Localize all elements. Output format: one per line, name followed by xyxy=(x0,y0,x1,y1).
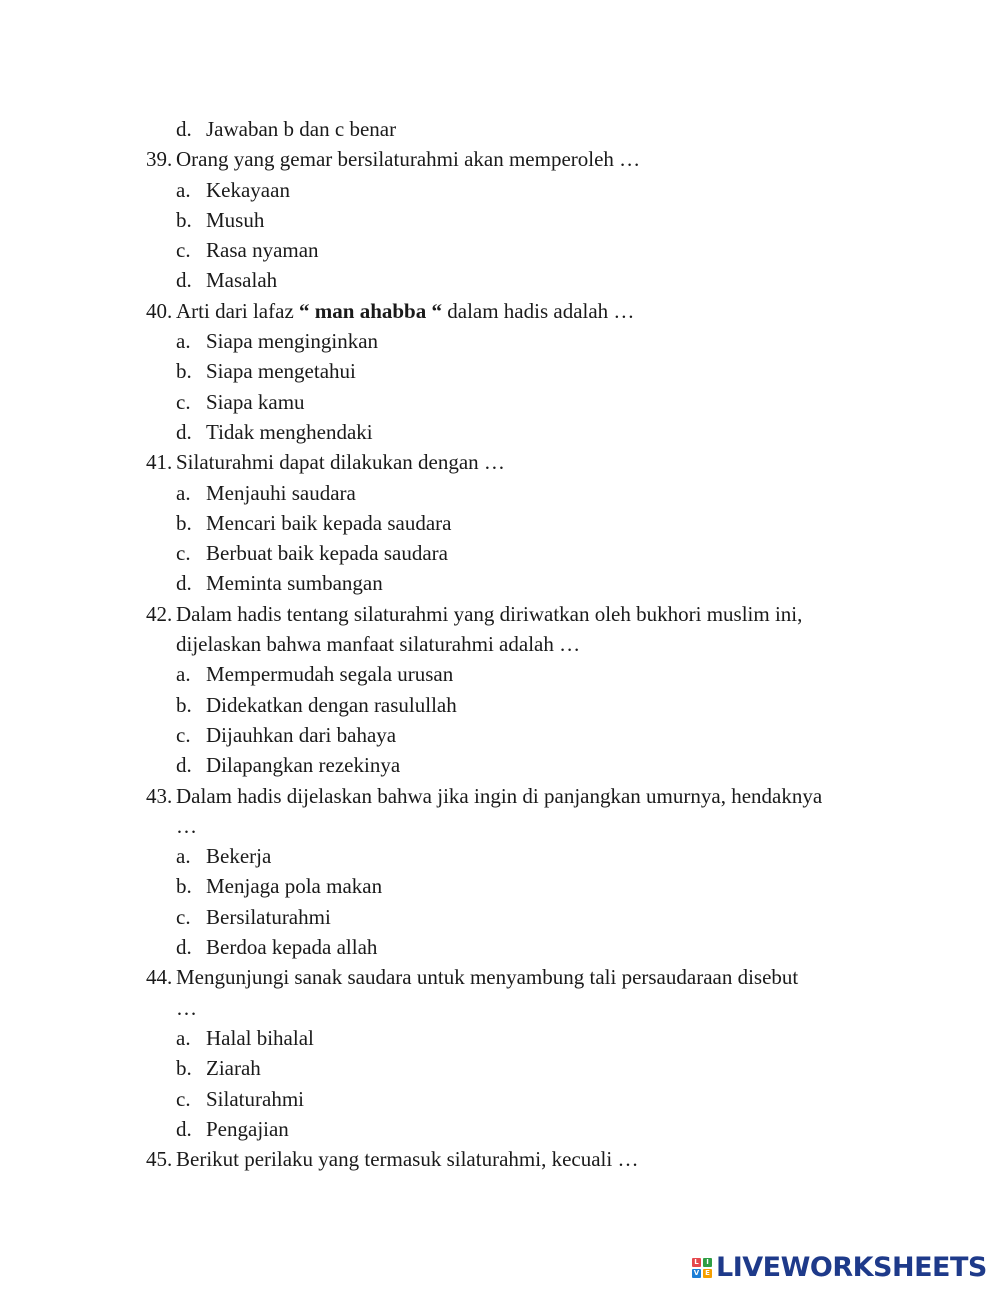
option-text: Musuh xyxy=(206,207,265,232)
question-continuation xyxy=(0,629,1000,659)
watermark-text: LIVEWORKSHEETS xyxy=(716,1252,987,1283)
option-text: Dijauhkan dari bahaya xyxy=(206,722,397,747)
option-row xyxy=(0,538,1000,568)
option-row xyxy=(0,265,1000,295)
question-number: 43. xyxy=(146,783,173,808)
option-row xyxy=(0,508,1000,538)
question-text-before: Arti dari lafaz xyxy=(176,298,300,323)
question-text: Mengunjungi sanak saudara untuk menyambung tali persaudaraan disebut xyxy=(176,965,799,990)
question-number: 39. xyxy=(146,147,173,172)
question-text: Orang yang gemar bersilaturahmi akan memperoleh … xyxy=(176,147,641,172)
logo-square-icon: L xyxy=(692,1258,701,1267)
option-row xyxy=(0,478,1000,508)
option-text: Siapa kamu xyxy=(206,389,305,414)
option-letter: d. xyxy=(176,117,192,141)
option-text: Berbuat baik kepada saudara xyxy=(206,541,448,566)
option-text: Mempermudah segala urusan xyxy=(206,662,454,687)
option-letter: d. xyxy=(176,268,192,293)
option-row xyxy=(0,871,1000,901)
option-text: Didekatkan dengan rasulullah xyxy=(206,692,457,717)
option-row xyxy=(0,1053,1000,1083)
question-43 xyxy=(0,781,1000,811)
option-letter: a. xyxy=(176,177,191,202)
question-text xyxy=(176,296,634,326)
option-letter: d. xyxy=(176,753,192,778)
option-row xyxy=(0,1023,1000,1053)
option-letter: b. xyxy=(176,359,192,384)
question-text-after: dalam hadis adalah … xyxy=(442,298,635,323)
option-letter: c. xyxy=(176,904,191,929)
question-number: 42. xyxy=(146,601,173,626)
question-45 xyxy=(0,1144,1000,1174)
option-text: Masalah xyxy=(206,268,278,293)
option-letter: b. xyxy=(176,874,192,899)
option-row xyxy=(0,1084,1000,1114)
option-row xyxy=(0,568,1000,598)
option-text: Menjauhi saudara xyxy=(206,480,356,505)
option-letter: d. xyxy=(176,571,192,596)
question-text: Dalam hadis dijelaskan bahwa jika ingin di panjangkan umurnya, hendaknya xyxy=(176,783,823,808)
option-row xyxy=(0,659,1000,689)
question-39 xyxy=(0,144,1000,174)
option-letter: b. xyxy=(176,692,192,717)
option-row xyxy=(0,750,1000,780)
option-row xyxy=(0,720,1000,750)
option-text: Pengajian xyxy=(206,1116,289,1141)
option-text: Tidak menghendaki xyxy=(206,419,373,444)
option-text: Jawaban b dan c benar xyxy=(206,117,397,141)
option-text: Mencari baik kepada saudara xyxy=(206,510,452,535)
question-text: Dalam hadis tentang silaturahmi yang diriwatkan oleh bukhori muslim ini, xyxy=(176,601,803,626)
option-letter: c. xyxy=(176,541,191,566)
question-text-continuation: … xyxy=(176,995,197,1020)
option-letter: b. xyxy=(176,510,192,535)
option-text: Halal bihalal xyxy=(206,1025,314,1050)
question-text-continuation: … xyxy=(176,813,197,838)
option-letter: a. xyxy=(176,844,191,869)
option-letter: d. xyxy=(176,935,192,960)
liveworksheets-icon xyxy=(692,1258,712,1278)
option-letter: d. xyxy=(176,419,192,444)
logo-square-icon: E xyxy=(703,1269,712,1278)
option-row xyxy=(0,902,1000,932)
option-row xyxy=(0,356,1000,386)
option-letter: a. xyxy=(176,1025,191,1050)
question-number: 41. xyxy=(146,450,173,475)
option-text: Meminta sumbangan xyxy=(206,571,383,596)
option-row xyxy=(0,205,1000,235)
option-row xyxy=(0,114,1000,144)
question-text: Berikut perilaku yang termasuk silaturahmi, kecuali … xyxy=(176,1147,639,1172)
option-letter: c. xyxy=(176,1086,191,1111)
option-letter: a. xyxy=(176,480,191,505)
worksheet-page xyxy=(0,114,1000,1174)
logo-square-icon: I xyxy=(703,1258,712,1267)
option-letter: a. xyxy=(176,662,191,687)
question-40 xyxy=(0,296,1000,326)
question-number: 44. xyxy=(146,965,173,990)
option-letter: a. xyxy=(176,329,191,354)
logo-square-icon: V xyxy=(693,1269,700,1277)
question-42 xyxy=(0,599,1000,629)
option-letter: c. xyxy=(176,238,191,263)
option-text: Kekayaan xyxy=(206,177,290,202)
option-text: Berdoa kepada allah xyxy=(206,935,378,960)
option-row xyxy=(0,326,1000,356)
question-text: Silaturahmi dapat dilakukan dengan … xyxy=(176,450,505,475)
question-text-continuation: dijelaskan bahwa manfaat silaturahmi adalah … xyxy=(176,632,581,657)
option-row xyxy=(0,387,1000,417)
option-text: Bekerja xyxy=(206,844,272,869)
option-row xyxy=(0,841,1000,871)
option-letter: c. xyxy=(176,722,191,747)
question-text-bold: “ man ahabba “ xyxy=(299,298,442,323)
question-continuation xyxy=(0,811,1000,841)
option-text: Siapa mengetahui xyxy=(206,359,356,384)
option-text: Rasa nyaman xyxy=(206,238,319,263)
option-text: Dilapangkan rezekinya xyxy=(206,753,401,778)
option-letter: b. xyxy=(176,1056,192,1081)
option-row xyxy=(0,235,1000,265)
option-letter: c. xyxy=(176,389,191,414)
question-41 xyxy=(0,447,1000,477)
question-number: 45. xyxy=(146,1147,173,1172)
option-text: Bersilaturahmi xyxy=(206,904,331,929)
option-row xyxy=(0,932,1000,962)
option-row xyxy=(0,417,1000,447)
option-row xyxy=(0,1114,1000,1144)
question-continuation xyxy=(0,993,1000,1023)
option-letter: b. xyxy=(176,207,192,232)
option-text: Ziarah xyxy=(206,1056,261,1081)
question-number: 40. xyxy=(146,298,173,323)
liveworksheets-logo xyxy=(692,1253,987,1283)
option-row xyxy=(0,690,1000,720)
question-44 xyxy=(0,962,1000,992)
option-letter: d. xyxy=(176,1116,192,1141)
option-row xyxy=(0,175,1000,205)
option-text: Menjaga pola makan xyxy=(206,874,383,899)
option-text: Silaturahmi xyxy=(206,1086,304,1111)
option-text: Siapa menginginkan xyxy=(206,329,379,354)
